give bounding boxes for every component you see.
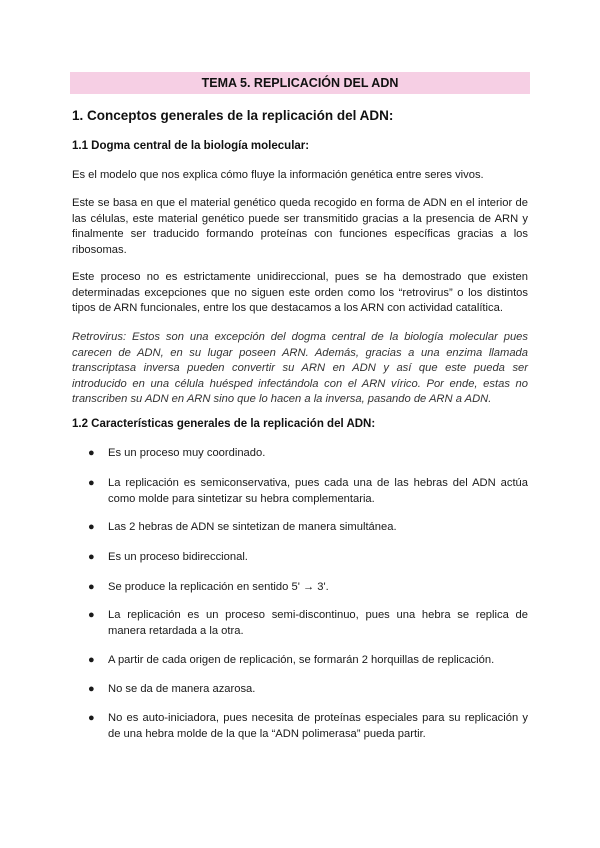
- document-page: TEMA 5. REPLICACIÓN DEL ADN 1. Conceptos generales de la replicación del ADN: 1.1 Dogma central de la biología molecular: Es el modelo que nos explica cómo fluye la información genética entre seres vivos. Este se basa en que el material genético queda recogido en forma de ADN en el interior de las células, este material genético puede ser transmitido gracias a la presencia de ARN y finalmente ser traducido formando proteínas con funciones específicas gracias a los ribosomas. Este proceso no es estrictamente unidireccional, pues se ha demostrado que existen determinadas excepciones que no siguen este orden como los “retrovirus” o los distintos tipos de ARN funcionales, entre los que destacamos a los ARN con actividad catalítica. Retrovirus: Estos son una excepción del dogma central de la biología molecular pues carecen de ADN, en su lugar poseen ARN. Además, gracias a una enzima llamada transcriptasa inversa pueden convertir su ARN en ADN y así que este pueda ser introducido en una célula huésped infectándola con el ARN vírico. Por ende, estas no transcriben su ADN en ARN sino que lo hacen a la inversa, pasando de ARN a ADN. 1.2 Características generales de la replicación del ADN: ● Es un proceso muy coordinado. ● La replicación es semiconservativa, pues cada una de las hebras del ADN actúa como molde para sintetizar su hebra complementaria. ● Las 2 hebras de ADN se sintetizan de manera simultánea. ● Es un proceso bidireccional. ● Se produce la replicación en sentido 5' → 3'. ● La replicación es un proceso semi-discontinuo, pues una hebra se replica de manera retardada a la otra. ● A partir de cada origen de replicación, se formarán 2 horquillas de replicación. ● No se da de manera azarosa. ● No es auto-iniciadora, pues necesita de proteínas especiales para su replicación y de una hebra molde de la que la “ADN polimerasa” pueda partir.: [0, 0, 600, 848]
- bullet-icon: ●: [88, 551, 95, 563]
- bullet-icon: ●: [88, 521, 95, 533]
- retrovirus-note: Retrovirus: Estos son una excepción del dogma central de la biología molecular pues carecen de ADN, en su lugar poseen ARN. Además, gracias a una enzima llamada transcriptasa inversa pueden convertir su ARN en ADN y así que este pueda ser introducido en una célula huésped infectándola con el ARN vírico. Por ende, estas no transcriben su ADN en ARN sino que lo hacen a la inversa, pasando de ARN a ADN.: [72, 331, 528, 405]
- bullet-icon: ●: [88, 683, 95, 695]
- section-1-2-heading: 1.2 Características generales de la replicación del ADN:: [72, 418, 376, 430]
- bullet-icon: ●: [88, 477, 95, 489]
- bullet-icon: ●: [88, 447, 95, 459]
- section-1-1-heading: 1.1 Dogma central de la biología molecular:: [72, 140, 310, 152]
- bullet-icon: ●: [88, 609, 95, 621]
- paragraph: Es el modelo que nos explica cómo fluye la información genética entre seres vivos.: [72, 169, 484, 181]
- bullet-icon: ●: [88, 581, 95, 593]
- paragraph: Este se basa en que el material genético queda recogido en forma de ADN en el interior de las células, este material genético puede ser transmitido gracias a la presencia de ARN y finalmente ser traducido formando proteínas con funciones específicas gracias a los ribosomas.: [72, 197, 528, 256]
- paragraph: Este proceso no es estrictamente unidireccional, pues se ha demostrado que existen determinadas excepciones que no siguen este orden como los “retrovirus” o los distintos tipos de ARN funcionales, entre los que destacamos a los ARN con actividad catalítica.: [72, 271, 528, 314]
- page-title: TEMA 5. REPLICACIÓN DEL ADN: [70, 72, 530, 94]
- section-1-heading: 1. Conceptos generales de la replicación del ADN:: [72, 108, 394, 123]
- bullet-icon: ●: [88, 712, 95, 724]
- bullet-icon: ●: [88, 654, 95, 666]
